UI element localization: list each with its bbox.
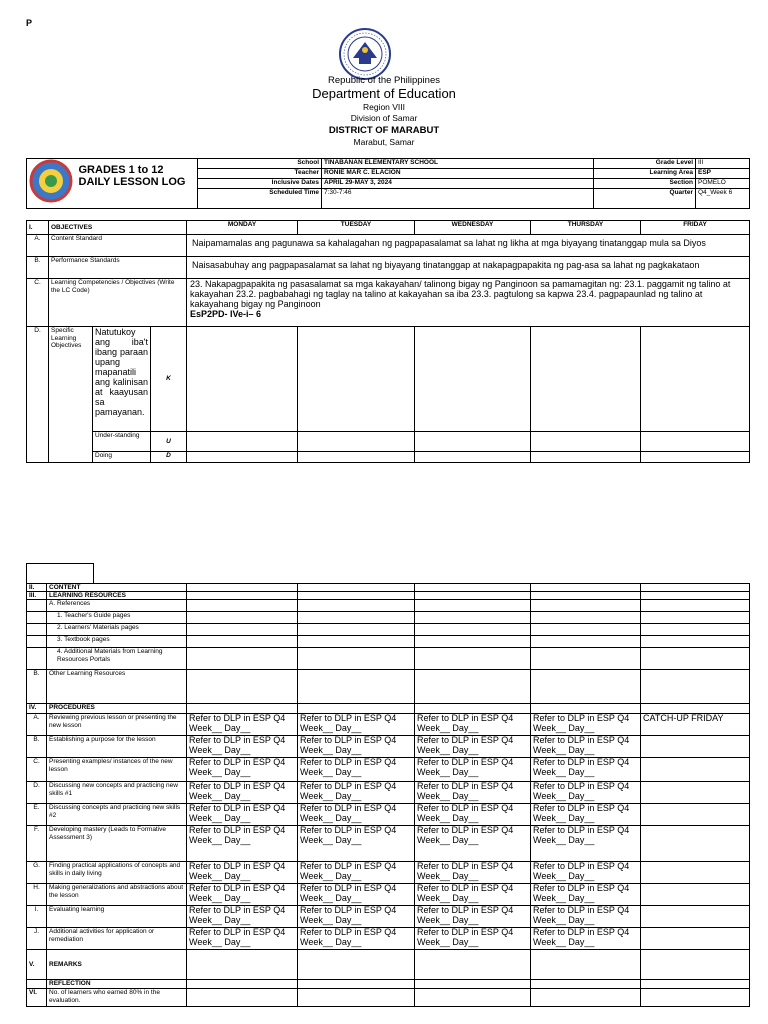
procedure-num: G.	[27, 862, 47, 884]
procedure-num: D.	[27, 782, 47, 804]
procedure-refer-cell: Refer to DLP in ESP Q4 Week__ Day__	[531, 884, 641, 906]
area-label: Learning Area	[594, 169, 696, 179]
deped-seal-icon	[339, 28, 391, 80]
header-republic: Republic of the Philippines	[328, 75, 440, 86]
procedure-refer-cell: Refer to DLP in ESP Q4 Week__ Day__	[415, 884, 531, 906]
time-label: Scheduled Time	[198, 189, 322, 209]
resources-label: LEARNING RESOURCES	[47, 592, 187, 600]
resources-num: III.	[27, 592, 47, 600]
procedure-refer-cell: Refer to DLP in ESP Q4 Week__ Day__	[187, 804, 298, 826]
procedure-refer-cell: Refer to DLP in ESP Q4 Week__ Day__	[187, 906, 298, 928]
other-resources-label: Other Learning Resources	[47, 670, 187, 704]
procedure-refer-cell: Refer to DLP in ESP Q4 Week__ Day__	[298, 804, 415, 826]
procedure-label: Presenting examples/ instances of the new lesson	[47, 758, 187, 782]
procedure-label: Making generalizations and abstractions about the lesson	[47, 884, 187, 906]
competencies-num: C.	[27, 279, 49, 327]
competencies-label: Learning Competencies / Objectives (Write the LC Code)	[49, 279, 187, 327]
references-label: A. References	[47, 600, 187, 612]
procedure-refer-cell: Refer to DLP in ESP Q4 Week__ Day__	[415, 804, 531, 826]
procedure-refer-cell: Refer to DLP in ESP Q4 Week__ Day__	[298, 928, 415, 950]
procedures-table	[26, 583, 750, 1007]
header-region: Region VIII	[362, 102, 406, 112]
objectives-num: I.	[27, 221, 49, 235]
specific-objectives-num: D.	[27, 327, 49, 463]
objectives-table	[26, 220, 750, 463]
reflection-label: REFLECTION	[47, 980, 187, 989]
procedures-num: IV.	[27, 704, 47, 714]
procedure-refer-cell: Refer to DLP in ESP Q4 Week__ Day__	[415, 906, 531, 928]
school-label: School	[198, 159, 322, 169]
objectives-title: OBJECTIVES	[49, 221, 187, 235]
school-value: TINABANAN ELEMENTARY SCHOOL	[322, 159, 594, 169]
procedure-refer-cell: Refer to DLP in ESP Q4 Week__ Day__	[298, 826, 415, 862]
procedure-num: E.	[27, 804, 47, 826]
grade-value: III	[696, 159, 750, 169]
day-thursday: THURSDAY	[531, 221, 641, 235]
procedure-refer-cell: Refer to DLP in ESP Q4 Week__ Day__	[187, 928, 298, 950]
procedure-num: B.	[27, 736, 47, 758]
procedure-refer-cell: Refer to DLP in ESP Q4 Week__ Day__	[298, 714, 415, 736]
procedure-num: I.	[27, 906, 47, 928]
doing-label: Doing	[93, 452, 151, 463]
procedure-row	[27, 758, 750, 782]
header-department: Department of Education	[312, 86, 456, 101]
procedure-refer-cell: Refer to DLP in ESP Q4 Week__ Day__	[298, 758, 415, 782]
resource-item: 1. Teacher's Guide pages	[47, 612, 187, 624]
procedure-empty-cell	[641, 758, 750, 782]
procedure-empty-cell	[641, 782, 750, 804]
procedure-refer-cell: Refer to DLP in ESP Q4 Week__ Day__	[415, 928, 531, 950]
procedure-row	[27, 928, 750, 950]
catchup-friday: CATCH-UP FRIDAY	[641, 714, 750, 736]
procedure-refer-cell: Refer to DLP in ESP Q4 Week__ Day__	[187, 826, 298, 862]
school-logo-icon	[27, 159, 75, 203]
procedure-refer-cell: Refer to DLP in ESP Q4 Week__ Day__	[531, 758, 641, 782]
procedure-refer-cell: Refer to DLP in ESP Q4 Week__ Day__	[298, 862, 415, 884]
content-standard-text: Naipamamalas ang pagunawa sa kahalagahan ng pagpapasalamat sa lahat ng likha at mga biyayang tinatanggap mula sa Diyos	[187, 235, 750, 257]
procedure-row	[27, 906, 750, 928]
procedure-refer-cell: Refer to DLP in ESP Q4 Week__ Day__	[415, 826, 531, 862]
specific-objectives-text: Natutukoy ang iba't ibang paraan upang mapanatili ang kalinisan at kaayusan sa pamayanan.	[93, 327, 151, 432]
procedure-refer-cell: Refer to DLP in ESP Q4 Week__ Day__	[187, 758, 298, 782]
procedure-refer-cell: Refer to DLP in ESP Q4 Week__ Day__	[415, 714, 531, 736]
content-num: II.	[27, 584, 47, 592]
procedure-refer-cell: Refer to DLP in ESP Q4 Week__ Day__	[415, 782, 531, 804]
doing-code: D	[151, 452, 187, 463]
procedure-refer-cell: Refer to DLP in ESP Q4 Week__ Day__	[415, 758, 531, 782]
resource-item: 4. Additional Materials from Learning Resources Portals	[47, 648, 187, 670]
competencies-text: 23. Nakapagpapakita ng pasasalamat sa mga kakayahan/ talinong bigay ng Panginoon sa pamamagitan ng: 23.1. paggamit ng talino at kakayahan 23.2. pagbabahagi ng taglay na talino at kakayahan sa iba 23.3. pagtulong sa kapwa 23.4. pagpapaunlad ng talino at kakayahang bigay ng Panginoon	[190, 279, 731, 309]
info-table	[26, 158, 750, 209]
day-monday: MONDAY	[187, 221, 298, 235]
procedure-empty-cell	[641, 804, 750, 826]
section-label: Section	[594, 179, 696, 189]
procedure-refer-cell: Refer to DLP in ESP Q4 Week__ Day__	[298, 782, 415, 804]
teacher-label: Teacher	[198, 169, 322, 179]
remarks-label: REMARKS	[47, 950, 187, 980]
procedure-refer-cell: Refer to DLP in ESP Q4 Week__ Day__	[298, 906, 415, 928]
procedure-refer-cell: Refer to DLP in ESP Q4 Week__ Day__	[531, 714, 641, 736]
procedure-label: Evaluating learning	[47, 906, 187, 928]
procedure-num: A.	[27, 714, 47, 736]
performance-standards-num: B.	[27, 257, 49, 279]
procedure-refer-cell: Refer to DLP in ESP Q4 Week__ Day__	[531, 826, 641, 862]
procedure-empty-cell	[641, 826, 750, 862]
procedure-row	[27, 826, 750, 862]
content-standard-num: A.	[27, 235, 49, 257]
procedure-row	[27, 862, 750, 884]
reflection-num: VI.	[27, 989, 47, 1007]
grade-label: Grade Level	[594, 159, 696, 169]
procedure-refer-cell: Refer to DLP in ESP Q4 Week__ Day__	[531, 862, 641, 884]
procedure-empty-cell	[641, 906, 750, 928]
knowledge-code: K	[151, 327, 187, 432]
content-label: CONTENT	[47, 584, 187, 592]
procedure-num: F.	[27, 826, 47, 862]
other-resources-num: B.	[27, 670, 47, 704]
procedure-refer-cell: Refer to DLP in ESP Q4 Week__ Day__	[531, 906, 641, 928]
teacher-value: RONIE MAR C. ELACION	[322, 169, 594, 179]
procedure-row	[27, 736, 750, 758]
quarter-label: Quarter	[594, 189, 696, 209]
procedure-refer-cell: Refer to DLP in ESP Q4 Week__ Day__	[187, 884, 298, 906]
procedure-refer-cell: Refer to DLP in ESP Q4 Week__ Day__	[531, 804, 641, 826]
procedure-row	[27, 884, 750, 906]
procedure-label: Discussing new concepts and practicing new skills #1	[47, 782, 187, 804]
procedure-refer-cell: Refer to DLP in ESP Q4 Week__ Day__	[298, 736, 415, 758]
log-title: GRADES 1 to 12 DAILY LESSON LOG	[77, 159, 198, 209]
procedure-refer-cell: Refer to DLP in ESP Q4 Week__ Day__	[187, 736, 298, 758]
procedures-label: PROCEDURES	[47, 704, 187, 714]
performance-standards-text: Naisasabuhay ang pagpapasalamat sa lahat ng biyayang tinatanggap at nakapagpapakita ng pag-asa sa lahat ng pagkakataon	[187, 257, 750, 279]
header-district: DISTRICT OF MARABUT	[328, 125, 440, 136]
procedure-refer-cell: Refer to DLP in ESP Q4 Week__ Day__	[187, 862, 298, 884]
competencies-code: EsP2PD- IVe-i– 6	[190, 309, 262, 319]
resource-item: 2. Learners' Materials pages	[47, 624, 187, 636]
procedure-row	[27, 714, 750, 736]
section-value: POMELO	[696, 179, 750, 189]
resource-item: 3. Textbook pages	[47, 636, 187, 648]
procedure-refer-cell: Refer to DLP in ESP Q4 Week__ Day__	[415, 862, 531, 884]
procedure-refer-cell: Refer to DLP in ESP Q4 Week__ Day__	[187, 782, 298, 804]
procedure-refer-cell: Refer to DLP in ESP Q4 Week__ Day__	[187, 714, 298, 736]
day-wednesday: WEDNESDAY	[415, 221, 531, 235]
procedure-label: Additional activities for application or remediation	[47, 928, 187, 950]
corner-mark: P	[26, 18, 33, 28]
remarks-num: V.	[27, 950, 47, 980]
procedure-refer-cell: Refer to DLP in ESP Q4 Week__ Day__	[531, 928, 641, 950]
procedure-label: Finding practical applications of concepts and skills in daily living	[47, 862, 187, 884]
day-friday: FRIDAY	[641, 221, 750, 235]
specific-objectives-label: Specific Learning Objectives	[49, 327, 93, 463]
procedure-label: Developing mastery (Leads to Formative Assessment 3)	[47, 826, 187, 862]
procedure-num: J.	[27, 928, 47, 950]
procedure-empty-cell	[641, 884, 750, 906]
procedure-refer-cell: Refer to DLP in ESP Q4 Week__ Day__	[298, 884, 415, 906]
procedure-empty-cell	[641, 736, 750, 758]
time-value: 7:30-7:46	[322, 189, 594, 209]
reflection-item: No. of learners who earned 80% in the evaluation.	[47, 989, 187, 1007]
procedure-row	[27, 804, 750, 826]
procedure-num: H.	[27, 884, 47, 906]
dates-label: Inclusive Dates	[198, 179, 322, 189]
procedure-label: Establishing a purpose for the lesson	[47, 736, 187, 758]
procedure-refer-cell: Refer to DLP in ESP Q4 Week__ Day__	[415, 736, 531, 758]
performance-standards-label: Performance Standards	[49, 257, 187, 279]
procedure-rows	[27, 714, 750, 950]
area-value: ESP	[696, 169, 750, 179]
blank-box	[26, 563, 94, 584]
day-tuesday: TUESDAY	[298, 221, 415, 235]
procedure-label: Reviewing previous lesson or presenting the new lesson	[47, 714, 187, 736]
header-division: Division of Samar	[350, 113, 418, 123]
procedure-row	[27, 782, 750, 804]
understanding-label: Under-standing	[93, 432, 151, 452]
understanding-code: U	[151, 432, 187, 452]
procedure-refer-cell: Refer to DLP in ESP Q4 Week__ Day__	[531, 782, 641, 804]
procedure-empty-cell	[641, 862, 750, 884]
procedure-num: C.	[27, 758, 47, 782]
dates-value: APRIL 29-MAY 3, 2024	[322, 179, 594, 189]
procedure-label: Discussing concepts and practicing new skills #2	[47, 804, 187, 826]
procedure-refer-cell: Refer to DLP in ESP Q4 Week__ Day__	[531, 736, 641, 758]
header-town: Marabut, Samar	[353, 137, 415, 147]
quarter-value: Q4_Week 6	[696, 189, 750, 209]
procedure-empty-cell	[641, 928, 750, 950]
content-standard-label: Content Standard	[49, 235, 187, 257]
